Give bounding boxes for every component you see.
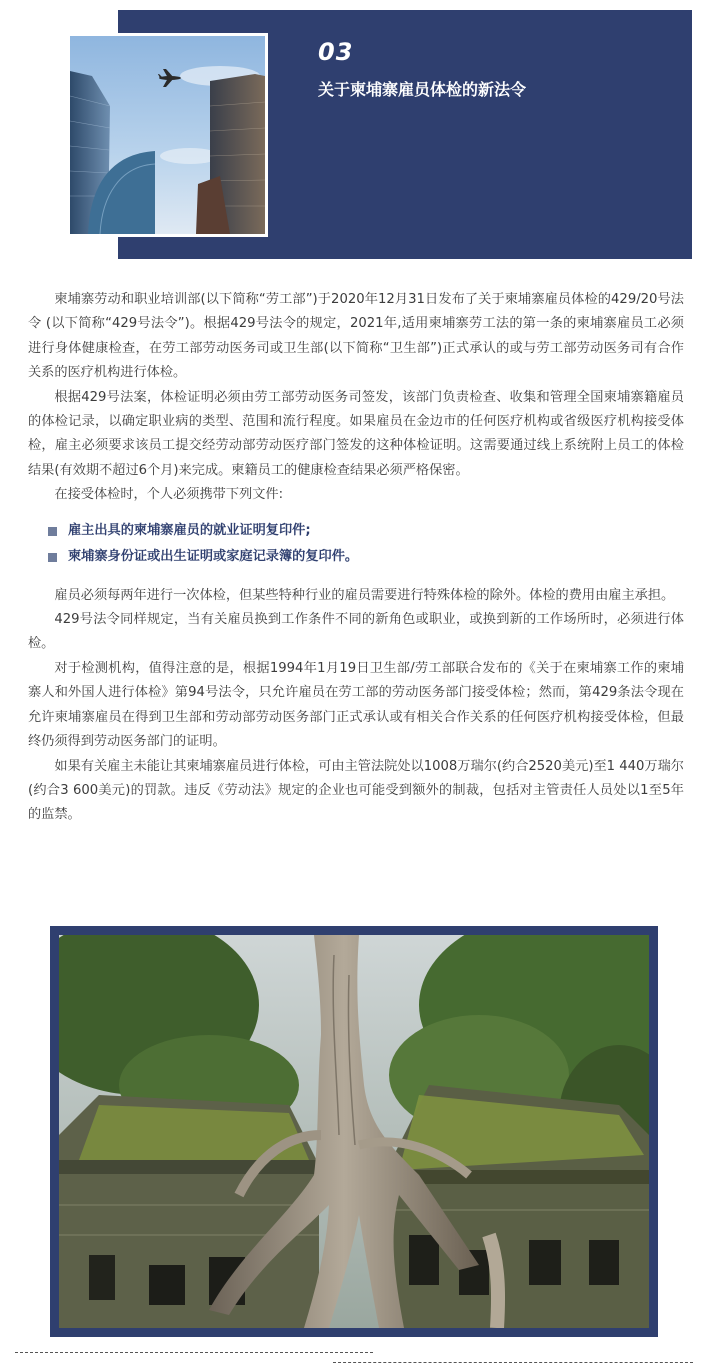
- skyscrapers-photo: [70, 36, 265, 234]
- temple-photo: [59, 935, 649, 1328]
- section-title: 关于柬埔寨雇员体检的新法令: [318, 80, 527, 99]
- paragraph: 根据429号法案，体检证明必须由劳工部劳动医务司签发，该部门负责检查、收集和管理全国柬埔寨籍雇员的体检记录，以确定职业病的类型、范围和流行程度。如果雇员在金边市的任何医疗机构或省级医疗机构接受体检，雇主必须要求该员工提交经劳动部劳动医疗部门签发的这种体检证明。这需要通过线上系统附上员工的体检结果(有效期不超过6个月)来完成。柬籍员工的健康检查结果必须严格保密。: [28, 389, 684, 478]
- paragraph: 在接受体检时，个人必须携带下列文件:: [54, 487, 284, 503]
- section-number: 03: [318, 38, 354, 66]
- list-item-text: 雇主出具的柬埔寨雇员的就业证明复印件;: [68, 522, 311, 538]
- square-bullet-icon: [48, 527, 57, 536]
- paragraph: 对于检测机构，值得注意的是，根据1994年1月19日卫生部/劳工部联合发布的《关于在柬埔寨工作的柬埔寨人和外国人进行体检》第94号法令，只允许雇员在劳工部的劳动医务部门接受体检；然而，第429条法令现在允许柬埔寨雇员在得到卫生部和劳动部劳动医务部门正式承认或有相关合作关系的任何医疗机构接受体检，但最终仍须得到劳动医务部门的证明。: [28, 660, 684, 750]
- paragraph: 柬埔寨劳动和职业培训部(以下简称“劳工部”)于2020年12月31日发布了关于柬埔寨雇员体检的429/20号法令 (以下简称“429号法令”)。根据429号法令的规定，2021年,适用柬埔寨劳工法的第一条的柬埔寨雇员工必须进行身体健康检查，在劳工部劳动医务司或卫生部(以下简称“卫生部”)正式承认的或与劳工部劳动医务司有合作关系的医疗机构进行体检。: [28, 292, 684, 381]
- header-photo: [67, 33, 268, 237]
- required-documents-list: [28, 518, 684, 570]
- list-item-text: 柬埔寨身份证或出生证明或家庭记录簿的复印件。: [68, 548, 359, 564]
- dashed-divider: [15, 1352, 373, 1353]
- paragraph: 429号法令同样规定，当有关雇员换到工作条件不同的新角色或职业，或换到新的工作场所时，必须进行体检。: [28, 612, 684, 652]
- temple-photo-frame: [50, 926, 658, 1337]
- dashed-divider: [333, 1362, 693, 1363]
- paragraph: 如果有关雇主未能让其柬埔寨雇员进行体检，可由主管法院处以1008万瑞尔(约合2520美元)至1 440万瑞尔(约合3 600美元)的罚款。违反《劳动法》规定的企业也可能受到额外的制裁，包括对主管责任人员处以1至5年的监禁。: [28, 758, 684, 823]
- list-item: [28, 544, 684, 570]
- list-item: [28, 518, 684, 544]
- square-bullet-icon: [48, 553, 57, 562]
- paragraph: 雇员必须每两年进行一次体检，但某些特种行业的雇员需要进行特殊体检的除外。体检的费用由雇主承担。: [54, 587, 675, 603]
- article-body: [28, 288, 684, 828]
